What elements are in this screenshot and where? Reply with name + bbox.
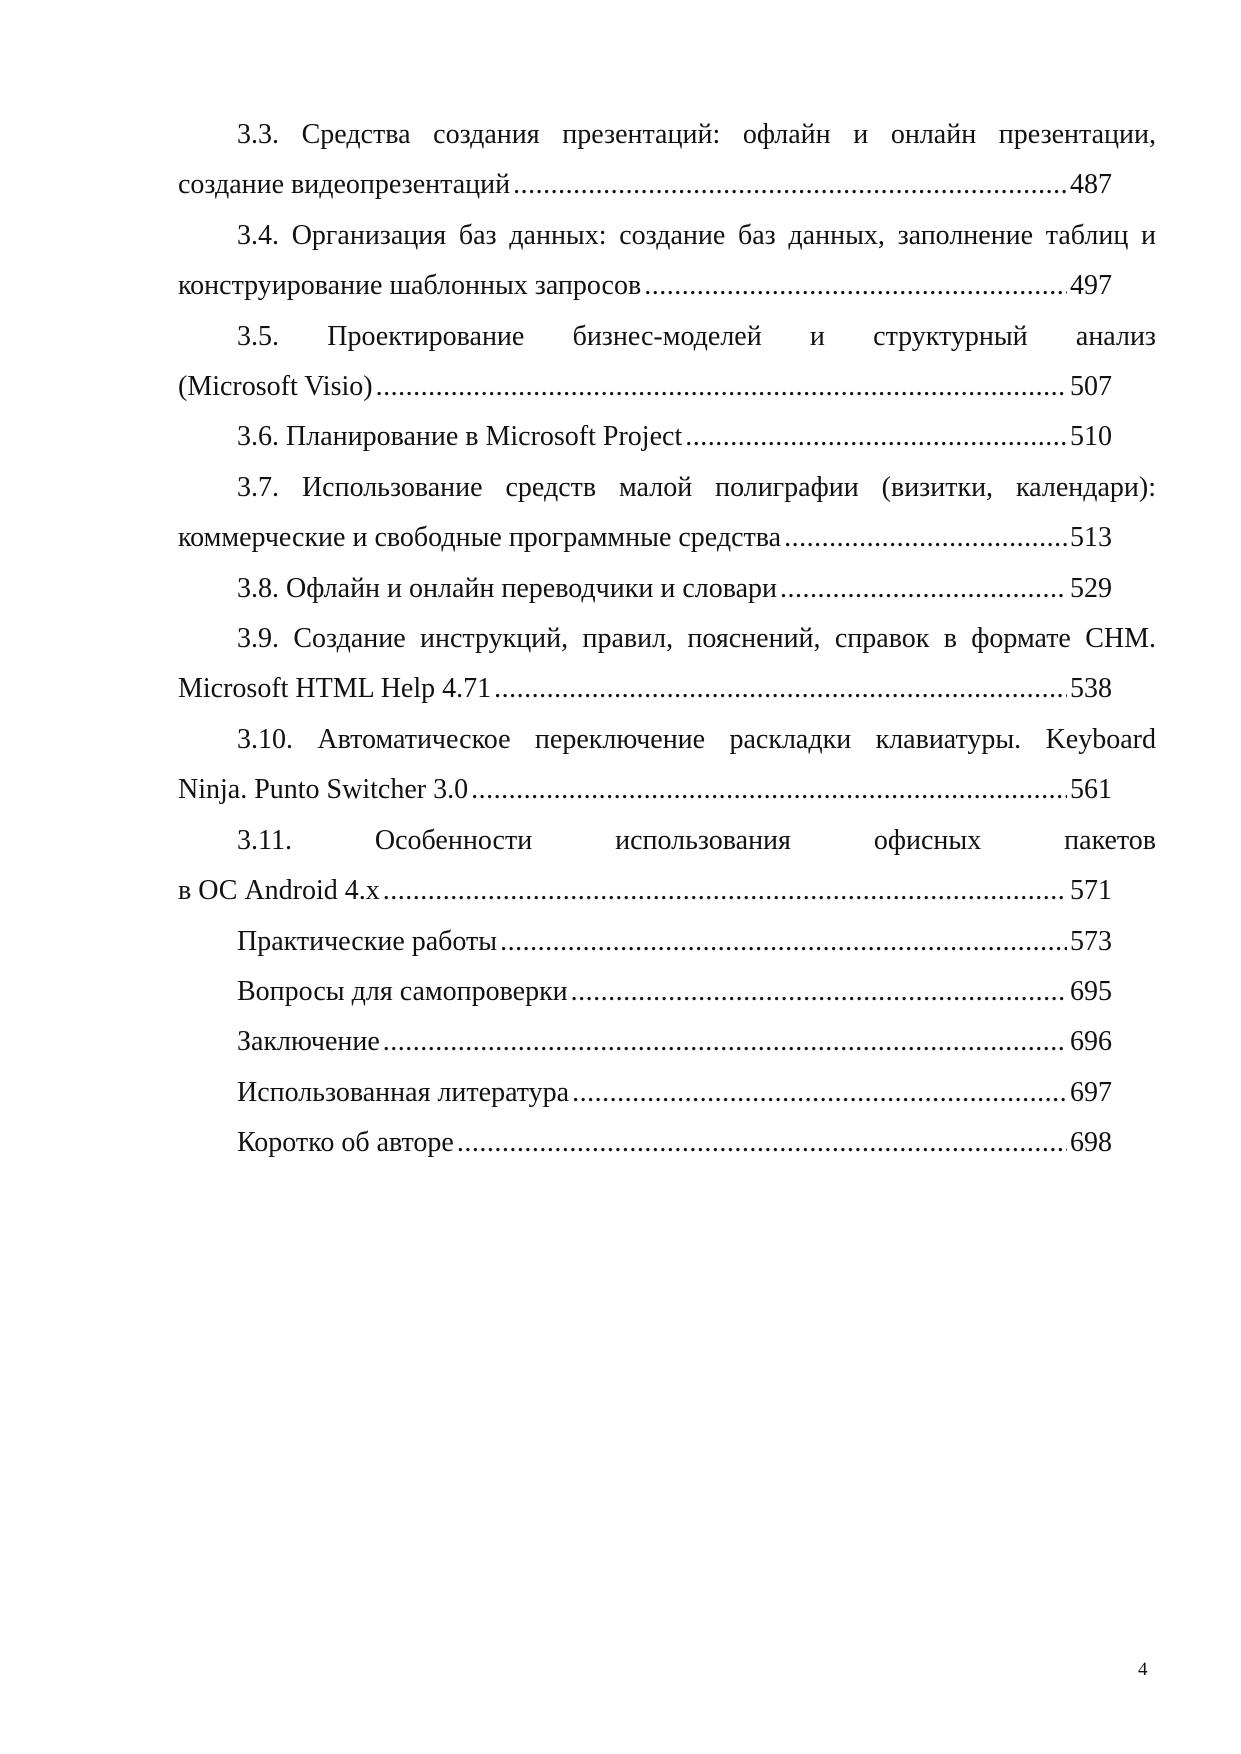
toc-entry-title-end: коммерческие и свободные программные средства: [178, 522, 782, 554]
toc-entry-page: 497: [1070, 270, 1112, 302]
toc-entry-3-8[interactable]: [178, 564, 1112, 614]
toc-entry-3-3[interactable]: [178, 110, 1156, 211]
toc-entry-title: Заключение: [237, 1026, 380, 1058]
dot-leader: [376, 362, 1067, 412]
toc-entry-practical-works[interactable]: [178, 917, 1112, 967]
dot-leader: [572, 1068, 1067, 1118]
toc-entry-3-6[interactable]: [178, 412, 1112, 462]
toc-entry-page: 513: [1070, 522, 1112, 554]
page-number: 4: [1138, 1659, 1148, 1680]
toc-entry-title-line: 3.7. Использование средств малой полиграфии (визитки, календари):: [237, 471, 1156, 503]
toc-entry-references[interactable]: [178, 1068, 1112, 1118]
dot-leader: [383, 866, 1067, 916]
toc-entry-3-11[interactable]: [178, 816, 1156, 917]
toc-entry-title: Практические работы: [237, 925, 498, 957]
toc-entry-last-line: [178, 765, 1112, 815]
toc-entry-title: Коротко об авторе: [237, 1127, 454, 1159]
toc-entry-3-7[interactable]: [178, 463, 1156, 564]
dot-leader: [494, 664, 1067, 714]
toc-entry-title-end: Microsoft HTML Help 4.71: [178, 673, 492, 705]
toc-entry-title: 3.6. Планирование в Microsoft Project: [237, 421, 683, 453]
toc-entry-title: Вопросы для самопроверки: [237, 975, 568, 1007]
toc-entry-about-author[interactable]: [178, 1118, 1112, 1168]
toc-entry-title-line: 3.10. Автоматическое переключение раскладки клавиатуры. Keyboard: [237, 723, 1156, 755]
toc-entry-title-line: 3.5. Проектирование бизнес-моделей и структурный анализ: [237, 320, 1156, 352]
dot-leader: [383, 1017, 1067, 1067]
dot-leader: [644, 261, 1067, 311]
toc-entry-title-line: 3.4. Организация баз данных: создание баз данных, заполнение таблиц и: [237, 219, 1156, 251]
toc-entry-last-line: [178, 160, 1112, 210]
toc-entry-page: 695: [1070, 975, 1112, 1007]
toc-entry-page: 698: [1070, 1127, 1112, 1159]
toc-entry-title-end: Ninja. Punto Switcher 3.0: [178, 774, 469, 806]
toc-entry-last-line: [178, 664, 1112, 714]
toc-entry-last-line: [178, 866, 1112, 916]
toc-entry-page: 487: [1070, 169, 1112, 201]
dot-leader: [500, 917, 1067, 967]
dot-leader: [471, 765, 1067, 815]
toc-entry-conclusion[interactable]: [178, 1017, 1112, 1067]
toc-entry-page: 510: [1070, 421, 1112, 453]
toc-entry-title: 3.8. Офлайн и онлайн переводчики и словари: [237, 572, 777, 604]
dot-leader: [780, 564, 1067, 614]
dot-leader: [457, 1118, 1067, 1168]
toc-entry-page: 697: [1070, 1076, 1112, 1108]
dot-leader: [784, 513, 1067, 563]
toc-entry-3-4[interactable]: [178, 211, 1156, 312]
dot-leader: [513, 160, 1067, 210]
toc-entry-title-line: 3.9. Создание инструкций, правил, пояснений, справок в формате CHM.: [237, 623, 1156, 655]
toc-entry-page: 538: [1070, 673, 1112, 705]
dot-leader: [571, 967, 1067, 1017]
toc-entry-self-check-questions[interactable]: [178, 967, 1112, 1017]
toc-entry-page: 529: [1070, 572, 1112, 604]
toc-entry-title-end: в ОС Android 4.x: [178, 875, 380, 907]
toc-entry-title-end: конструирование шаблонных запросов: [178, 270, 642, 302]
table-of-contents: [178, 110, 1156, 1169]
dot-leader: [685, 412, 1067, 462]
toc-entry-title-end: создание видеопрезентаций: [178, 169, 511, 201]
toc-entry-3-10[interactable]: [178, 715, 1156, 816]
toc-entry-title: Использованная литература: [237, 1076, 570, 1108]
toc-entry-page: 696: [1070, 1026, 1112, 1058]
toc-entry-title-end: (Microsoft Visio): [178, 371, 373, 403]
toc-entry-title-line: 3.11. Особенности использования офисных пакетов: [237, 824, 1156, 856]
toc-entry-page: 571: [1070, 875, 1112, 907]
toc-entry-last-line: [178, 261, 1112, 311]
toc-entry-last-line: [178, 362, 1112, 412]
toc-entry-title-line: 3.3. Средства создания презентаций: офлайн и онлайн презентации,: [237, 119, 1156, 150]
toc-entry-last-line: [178, 513, 1112, 563]
toc-entry-3-5[interactable]: [178, 312, 1156, 413]
toc-entry-page: 507: [1070, 371, 1112, 403]
toc-entry-page: 573: [1070, 925, 1112, 957]
toc-entry-page: 561: [1070, 774, 1112, 806]
toc-entry-3-9[interactable]: [178, 614, 1156, 715]
